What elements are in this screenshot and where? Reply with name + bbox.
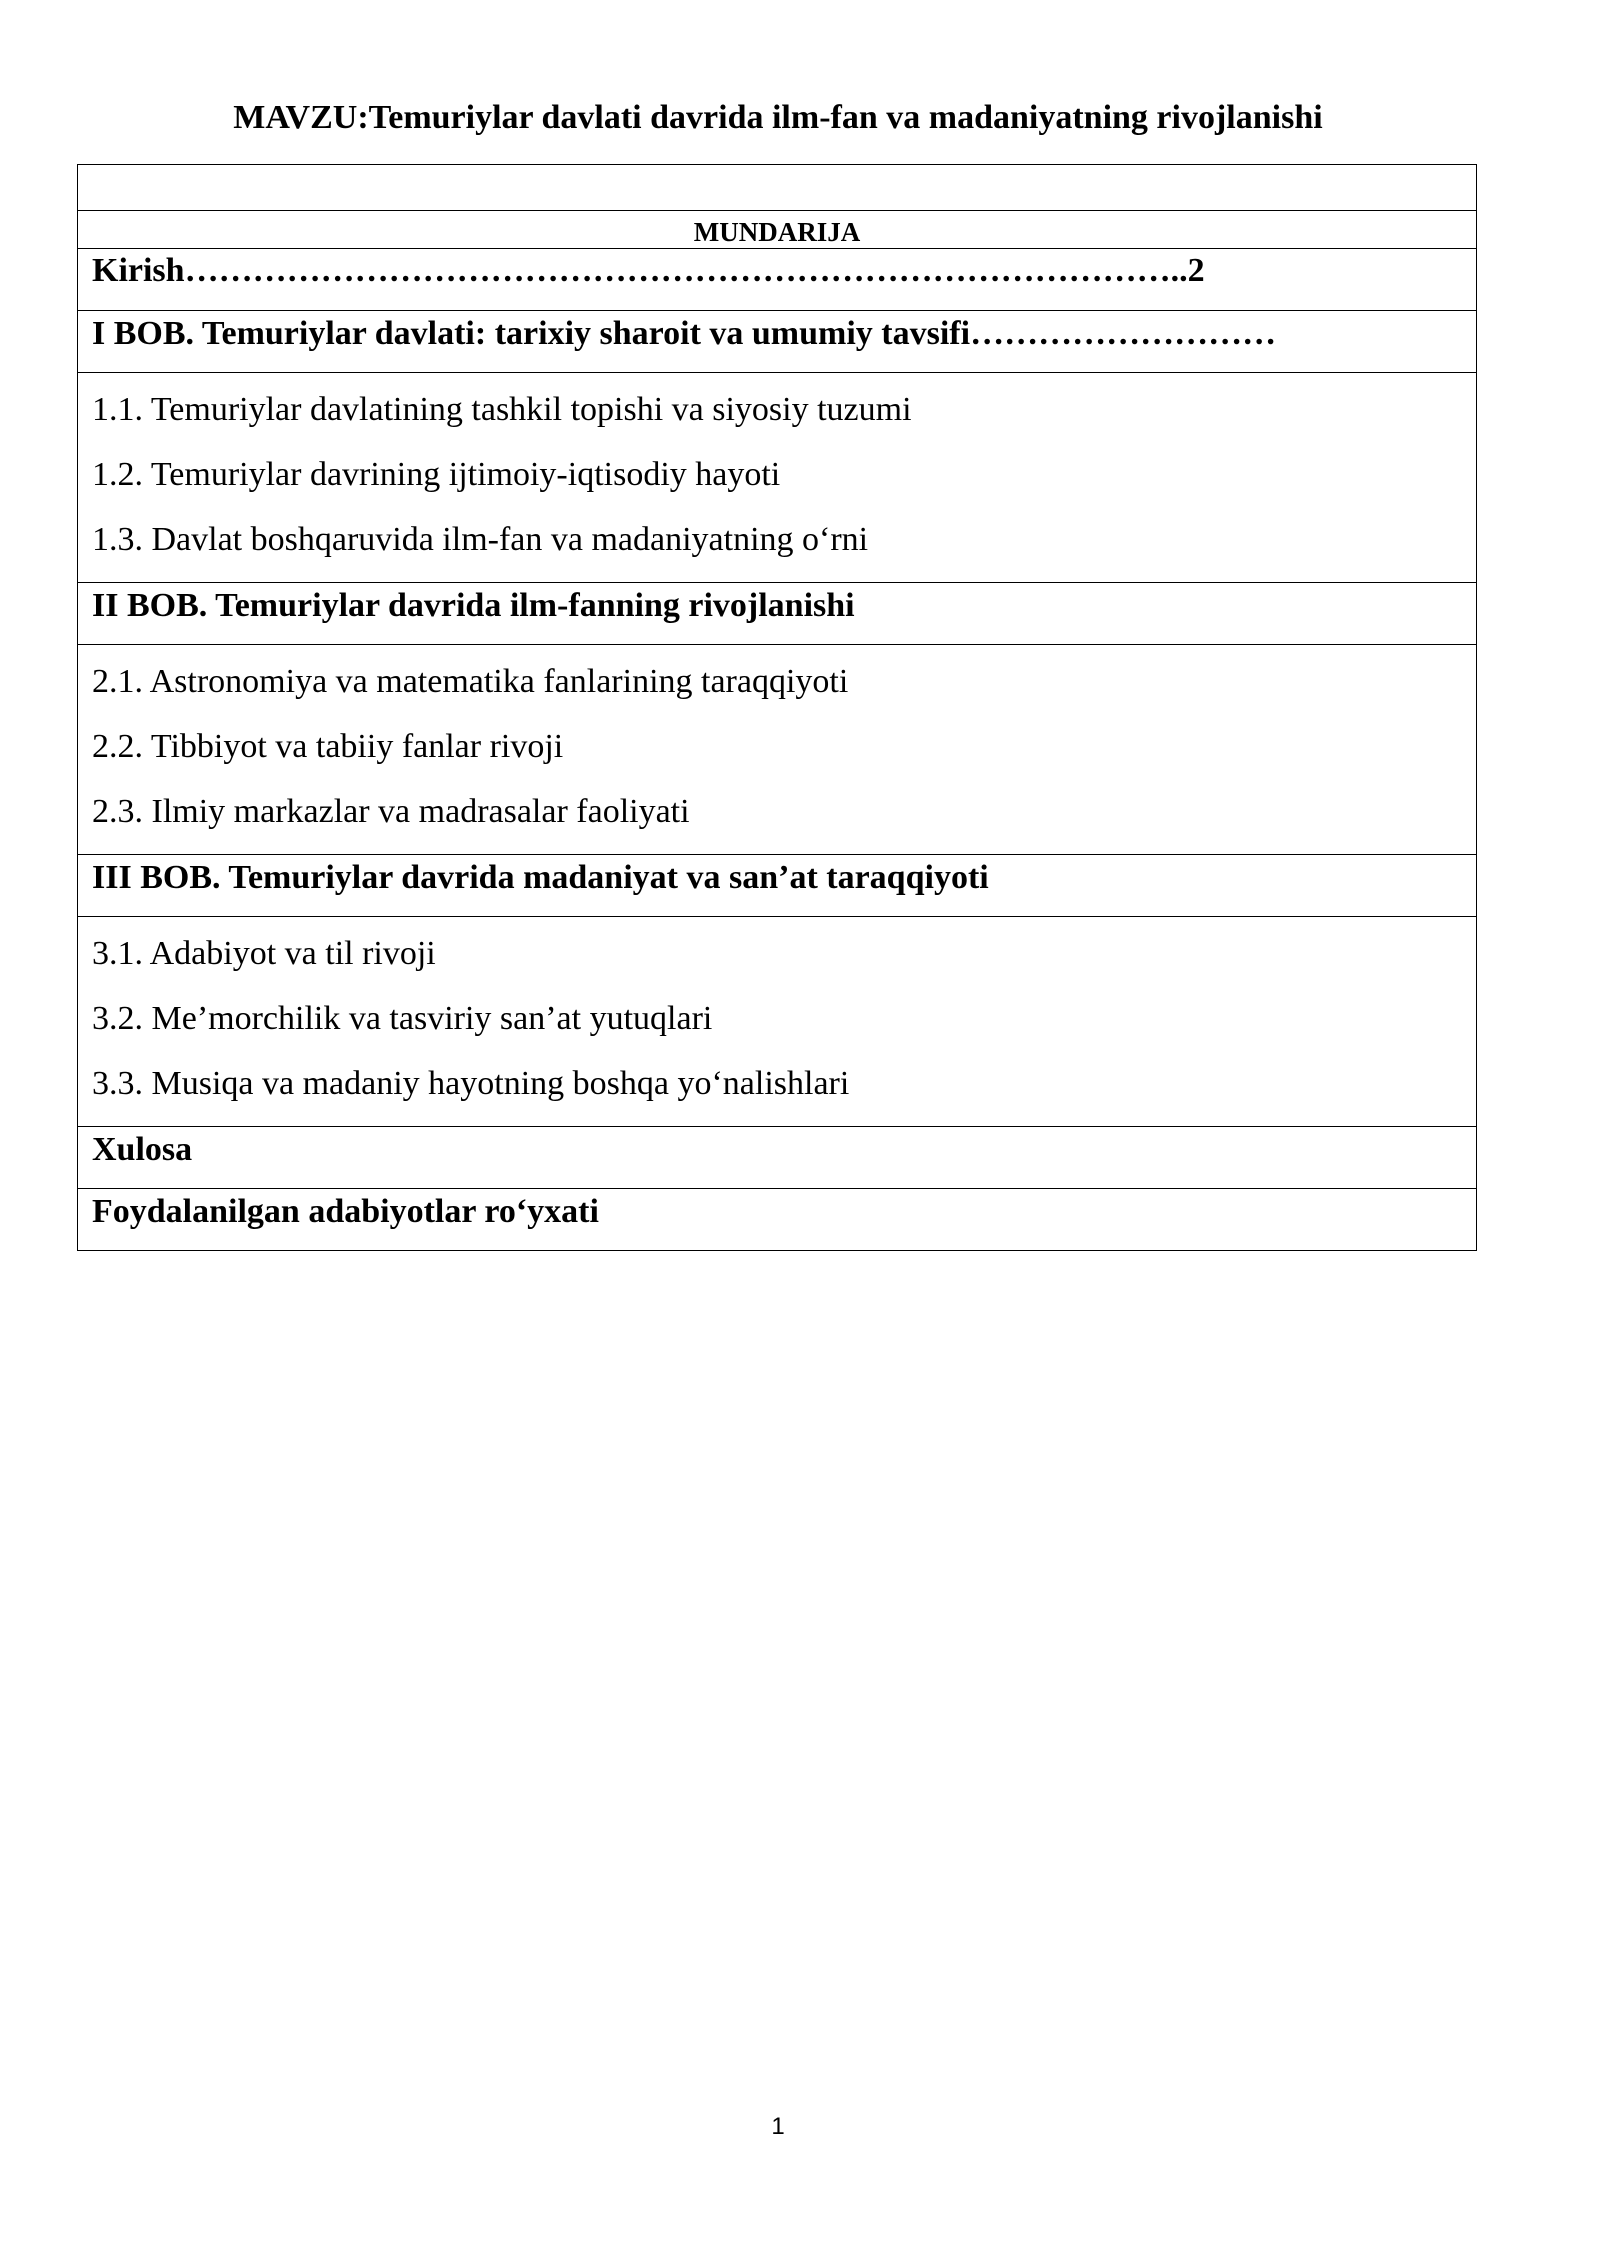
toc-section-3-1: 3.1. Adabiyot va til rivoji [92, 935, 436, 972]
toc-section-1-2: 1.2. Temuriylar davrining ijtimoiy-iqtisodiy hayoti [92, 456, 781, 493]
toc-chapter-1-title: I BOB. Temuriylar davlati: tarixiy sharoit va umumiy tavsifi……………………… [78, 310, 1476, 372]
toc-references: Foydalanilgan adabiyotlar ro‘yxati [78, 1188, 1476, 1250]
toc-chapter-3-title: III BOB. Temuriylar davrida madaniyat va san’at taraqqiyoti [78, 854, 1476, 916]
toc-section-2-2: 2.2. Tibbiyot va tabiiy fanlar rivoji [92, 728, 564, 765]
toc-chapter-2-title: II BOB. Temuriylar davrida ilm-fanning rivojlanishi [78, 582, 1476, 644]
toc-heading: MUNDARIJA [78, 210, 1476, 248]
toc-conclusion: Xulosa [78, 1126, 1476, 1188]
page-title: MAVZU:Temuriylar davlati davrida ilm-fan va madaniyatning rivojlanishi [233, 99, 1323, 136]
toc-intro: Kirish……………………………………………………………………………..2 [78, 248, 1476, 310]
table-of-contents [77, 164, 1477, 1251]
toc-section-2-1: 2.1. Astronomiya va matematika fanlarining taraqqiyoti [92, 663, 849, 700]
toc-chapter-2-sections [78, 644, 1476, 854]
empty-row [78, 165, 1476, 210]
toc-section-2-3: 2.3. Ilmiy markazlar va madrasalar faoliyati [92, 793, 690, 830]
toc-section-3-3: 3.3. Musiqa va madaniy hayotning boshqa yo‘nalishlari [92, 1065, 850, 1102]
toc-section-1-1: 1.1. Temuriylar davlatining tashkil topishi va siyosiy tuzumi [92, 391, 912, 428]
toc-section-1-3: 1.3. Davlat boshqaruvida ilm-fan va madaniyatning o‘rni [92, 521, 869, 558]
toc-section-3-2: 3.2. Me’morchilik va tasviriy san’at yutuqlari [92, 1000, 713, 1037]
toc-chapter-1-sections [78, 372, 1476, 582]
page-number: 1 [771, 2113, 785, 2140]
toc-chapter-3-sections [78, 916, 1476, 1126]
